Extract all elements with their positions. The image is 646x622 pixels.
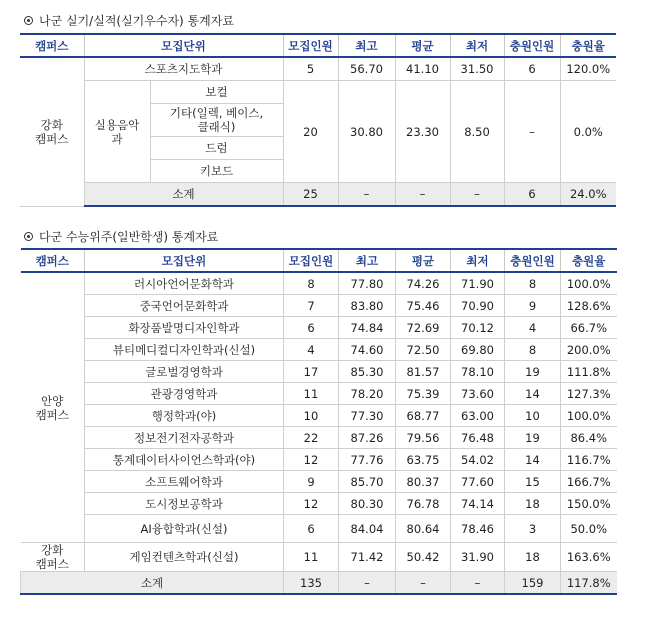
unit-cell: 뷰티메디컬디자인학과(신설): [85, 339, 284, 361]
header-avg: 평균: [396, 249, 451, 272]
rate-cell: 0.0%: [560, 81, 616, 183]
max-cell: 74.84: [339, 317, 396, 339]
fill-cell: 18: [505, 493, 561, 515]
avg-cell: –: [396, 572, 451, 595]
table-row: [20, 57, 616, 81]
quota-cell: 8: [284, 272, 339, 295]
table-row: [21, 272, 617, 295]
min-cell: 70.90: [451, 295, 505, 317]
rate-cell: 100.0%: [561, 405, 617, 427]
avg-cell: 41.10: [395, 57, 450, 81]
total-row: [20, 183, 616, 207]
header-max: 최고: [338, 34, 395, 57]
max-cell: 87.26: [339, 427, 396, 449]
section1-title-text: 나군 실기/실적(실기우수자) 통계자료: [39, 14, 234, 28]
table-row: [21, 361, 617, 383]
unit-cell: AI융합학과(신설): [85, 515, 284, 543]
min-cell: 54.02: [451, 449, 505, 471]
unit-cell: 행정학과(야): [85, 405, 284, 427]
table-row: [21, 449, 617, 471]
quota-cell: 11: [284, 543, 339, 572]
avg-cell: 50.42: [396, 543, 451, 572]
table-row: [21, 295, 617, 317]
fill-cell: 3: [505, 515, 561, 543]
avg-cell: 23.30: [395, 81, 450, 183]
avg-cell: 80.37: [396, 471, 451, 493]
total-row: [21, 572, 617, 595]
avg-cell: 72.69: [396, 317, 451, 339]
unit-cell: 도시정보공학과: [85, 493, 284, 515]
fill-cell: 18: [505, 543, 561, 572]
quota-cell: 12: [284, 449, 339, 471]
min-cell: 8.50: [450, 81, 504, 183]
quota-cell: 17: [284, 361, 339, 383]
max-cell: 77.76: [339, 449, 396, 471]
avg-cell: 80.64: [396, 515, 451, 543]
fill-cell: 15: [505, 471, 561, 493]
min-cell: 77.60: [451, 471, 505, 493]
bullet-icon: [24, 16, 33, 25]
fill-cell: 14: [505, 449, 561, 471]
min-cell: 76.48: [451, 427, 505, 449]
table-row: [20, 81, 616, 104]
fill-cell: 8: [505, 272, 561, 295]
campus-cell: 강화 캠퍼스: [20, 57, 84, 206]
fill-cell: 8: [505, 339, 561, 361]
fill-cell: 9: [505, 295, 561, 317]
table-row: [21, 339, 617, 361]
quota-cell: 5: [283, 57, 338, 81]
min-cell: 78.46: [451, 515, 505, 543]
fill-cell: 4: [505, 317, 561, 339]
table-row: [21, 543, 617, 572]
header-unit: 모집단위: [85, 249, 284, 272]
fill-cell: 6: [504, 183, 560, 207]
rate-cell: 116.7%: [561, 449, 617, 471]
avg-cell: 75.46: [396, 295, 451, 317]
header-quota: 모집인원: [283, 34, 338, 57]
quota-cell: 20: [283, 81, 338, 183]
fill-cell: 19: [505, 427, 561, 449]
quota-cell: 10: [284, 405, 339, 427]
header-rate: 충원율: [560, 34, 616, 57]
fill-cell: 159: [505, 572, 561, 595]
table-row: [21, 405, 617, 427]
max-cell: –: [339, 572, 396, 595]
min-cell: –: [451, 572, 505, 595]
header-unit: 모집단위: [84, 34, 283, 57]
avg-cell: 76.78: [396, 493, 451, 515]
music-sub-cell: 드럼: [150, 137, 283, 160]
music-unit-cell: 실용음악 과: [84, 81, 150, 183]
min-cell: 31.90: [451, 543, 505, 572]
unit-cell: 게임컨텐츠학과(신설): [85, 543, 284, 572]
unit-cell: 화장품발명디자인학과: [85, 317, 284, 339]
min-cell: 71.90: [451, 272, 505, 295]
max-cell: 71.42: [339, 543, 396, 572]
avg-cell: 63.75: [396, 449, 451, 471]
table-nagun: [20, 33, 616, 207]
quota-cell: 25: [283, 183, 338, 207]
fill-cell: –: [504, 81, 560, 183]
fill-cell: 14: [505, 383, 561, 405]
quota-cell: 9: [284, 471, 339, 493]
unit-cell: 스포츠지도학과: [84, 57, 283, 81]
header-min: 최저: [450, 34, 504, 57]
unit-cell: 러시아언어문화학과: [85, 272, 284, 295]
rate-cell: 120.0%: [560, 57, 616, 81]
header-rate: 충원율: [561, 249, 617, 272]
rate-cell: 127.3%: [561, 383, 617, 405]
rate-cell: 163.6%: [561, 543, 617, 572]
rate-cell: 128.6%: [561, 295, 617, 317]
min-cell: 69.80: [451, 339, 505, 361]
table-row: [21, 471, 617, 493]
rate-cell: 166.7%: [561, 471, 617, 493]
table-header-row: [20, 34, 616, 57]
avg-cell: 72.50: [396, 339, 451, 361]
avg-cell: 79.56: [396, 427, 451, 449]
rate-cell: 111.8%: [561, 361, 617, 383]
min-cell: 74.14: [451, 493, 505, 515]
unit-cell: 정보전기전자공학과: [85, 427, 284, 449]
music-sub-cell: 기타(일렉, 베이스, 클래식): [150, 104, 283, 137]
music-sub-cell: 보컬: [150, 81, 283, 104]
header-fill: 충원인원: [504, 34, 560, 57]
max-cell: 30.80: [338, 81, 395, 183]
max-cell: 83.80: [339, 295, 396, 317]
table-row: [21, 515, 617, 543]
header-avg: 평균: [395, 34, 450, 57]
avg-cell: 75.39: [396, 383, 451, 405]
bullet-icon: [24, 232, 33, 241]
min-cell: –: [450, 183, 504, 207]
avg-cell: 68.77: [396, 405, 451, 427]
header-campus: 캠퍼스: [21, 249, 85, 272]
max-cell: 77.30: [339, 405, 396, 427]
unit-cell: 중국언어문화학과: [85, 295, 284, 317]
quota-cell: 7: [284, 295, 339, 317]
table-row: [21, 317, 617, 339]
quota-cell: 12: [284, 493, 339, 515]
campus-cell: 안양 캠퍼스: [21, 272, 85, 543]
quota-cell: 11: [284, 383, 339, 405]
max-cell: 77.80: [339, 272, 396, 295]
total-label: 소계: [84, 183, 283, 207]
quota-cell: 135: [284, 572, 339, 595]
rate-cell: 100.0%: [561, 272, 617, 295]
rate-cell: 150.0%: [561, 493, 617, 515]
max-cell: 85.30: [339, 361, 396, 383]
quota-cell: 22: [284, 427, 339, 449]
max-cell: –: [338, 183, 395, 207]
rate-cell: 117.8%: [561, 572, 617, 595]
min-cell: 63.00: [451, 405, 505, 427]
unit-cell: 글로벌경영학과: [85, 361, 284, 383]
unit-cell: 통계데이터사이언스학과(야): [85, 449, 284, 471]
unit-cell: 소프트웨어학과: [85, 471, 284, 493]
max-cell: 80.30: [339, 493, 396, 515]
table-header-row: [21, 249, 617, 272]
header-max: 최고: [339, 249, 396, 272]
quota-cell: 6: [284, 515, 339, 543]
section2-title-text: 다군 수능위주(일반학생) 통계자료: [39, 230, 219, 244]
rate-cell: 66.7%: [561, 317, 617, 339]
rate-cell: 24.0%: [560, 183, 616, 207]
campus-cell: 강화 캠퍼스: [21, 543, 85, 572]
avg-cell: 81.57: [396, 361, 451, 383]
fill-cell: 10: [505, 405, 561, 427]
max-cell: 84.04: [339, 515, 396, 543]
rate-cell: 50.0%: [561, 515, 617, 543]
section1-title: [24, 12, 234, 29]
min-cell: 73.60: [451, 383, 505, 405]
avg-cell: –: [395, 183, 450, 207]
fill-cell: 19: [505, 361, 561, 383]
unit-cell: 관광경영학과: [85, 383, 284, 405]
music-sub-cell: 키보드: [150, 160, 283, 183]
total-label: 소계: [21, 572, 284, 595]
section2-title: [24, 228, 218, 245]
max-cell: 78.20: [339, 383, 396, 405]
rate-cell: 200.0%: [561, 339, 617, 361]
table-dagun: [20, 248, 617, 595]
table-row: [21, 427, 617, 449]
max-cell: 85.70: [339, 471, 396, 493]
min-cell: 70.12: [451, 317, 505, 339]
avg-cell: 74.26: [396, 272, 451, 295]
header-fill: 충원인원: [505, 249, 561, 272]
header-quota: 모집인원: [284, 249, 339, 272]
table-row: [21, 383, 617, 405]
header-campus: 캠퍼스: [20, 34, 84, 57]
rate-cell: 86.4%: [561, 427, 617, 449]
fill-cell: 6: [504, 57, 560, 81]
quota-cell: 6: [284, 317, 339, 339]
quota-cell: 4: [284, 339, 339, 361]
max-cell: 56.70: [338, 57, 395, 81]
min-cell: 78.10: [451, 361, 505, 383]
max-cell: 74.60: [339, 339, 396, 361]
table-row: [21, 493, 617, 515]
header-min: 최저: [451, 249, 505, 272]
min-cell: 31.50: [450, 57, 504, 81]
